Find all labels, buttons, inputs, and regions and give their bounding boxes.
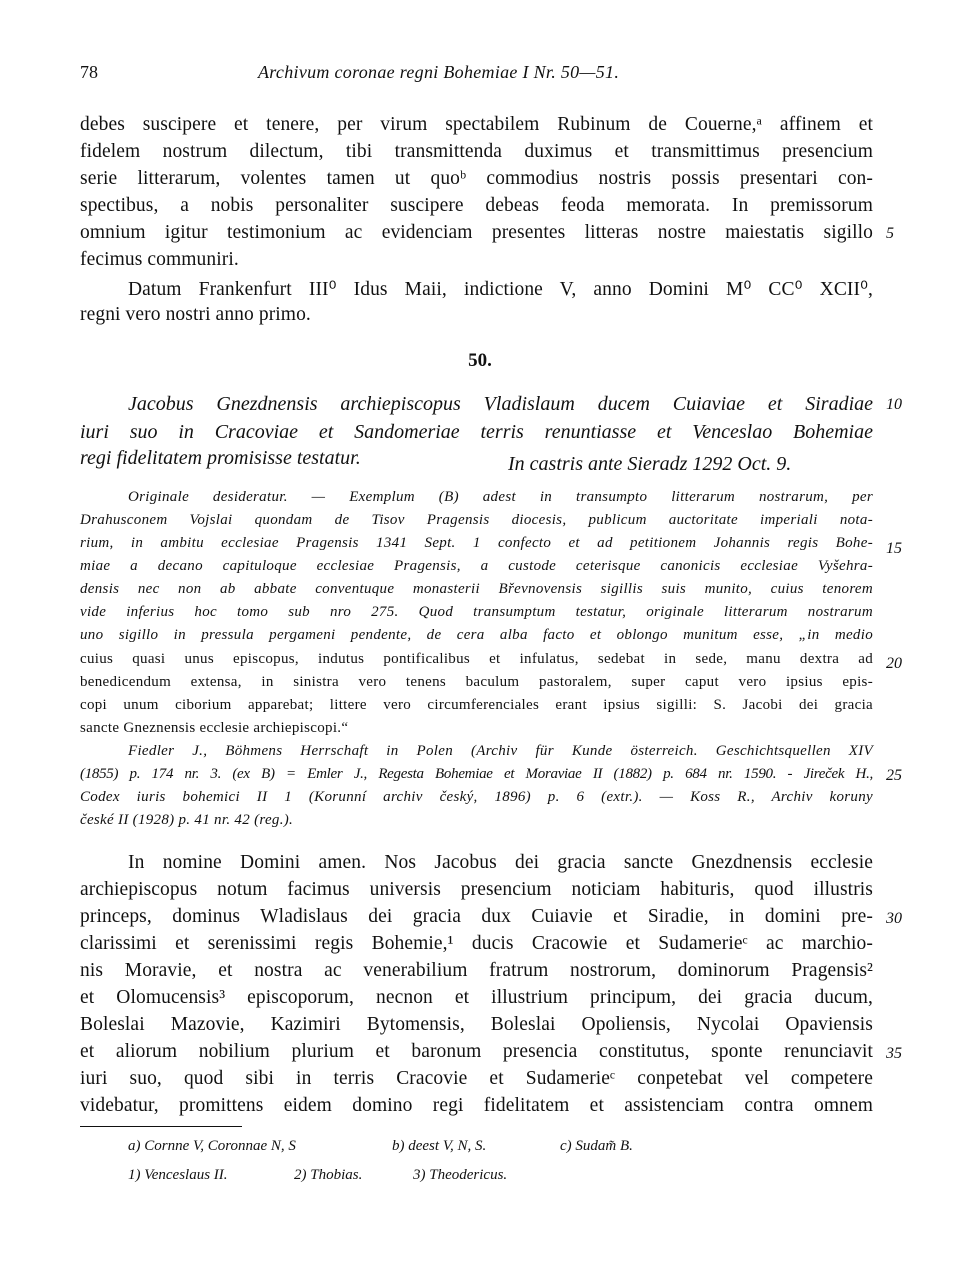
regest-line: regi fidelitatem promisisse testatur. bbox=[80, 447, 361, 469]
note-line: miae a decano capituloque ecclesiae Pragensis, a custode ceterisque canonicis ecclesiae Vyšehra- bbox=[80, 558, 873, 574]
text-line: videbatur, promittens eidem domino regi fidelitatem et assistenciam contra omnem bbox=[80, 1095, 873, 1116]
footnote-b: b) deest V, N, S. bbox=[392, 1138, 487, 1154]
text-line: Boleslai Mazovie, Kazimiri Bytomensis, Boleslai Opoliensis, Nycolai Opaviensis bbox=[80, 1014, 873, 1035]
bibliography-line: české II (1928) p. 41 nr. 42 (reg.). bbox=[80, 812, 294, 828]
text-line: nis Moravie, et nostra ac venerabilium fratrum nostrorum, dominorum Pragensis² bbox=[80, 960, 873, 981]
margin-line-number: 10 bbox=[886, 396, 902, 413]
text-line: princeps, dominus Wladislaus dei gracia dux Cuiavie et Siradie, in domini pre- bbox=[80, 906, 873, 927]
bibliography-line: Codex iuris bohemici II 1 (Korunní archiv český, 1896) p. 6 (extr.). — Koss R., Archiv koruny bbox=[80, 789, 873, 805]
margin-line-number: 35 bbox=[886, 1045, 902, 1062]
note-line: Drahusconem Vojslai quondam de Tisov Pragensis diocesis, publicum auctoritate imperiali nota- bbox=[80, 512, 873, 528]
regest-line: iuri suo in Cracoviae et Sandomeriae terris renuntiasse et Venceslao Bohemiae bbox=[80, 421, 873, 443]
note-line: sancte Gneznensis ecclesie archiepiscopi.“ bbox=[80, 720, 349, 736]
text-line: et aliorum nobilium plurium et baronum presencia constitutus, sponte renunciavit bbox=[80, 1041, 873, 1062]
text-line: In nomine Domini amen. Nos Jacobus dei gracia sancte Gnezdnensis ecclesie bbox=[128, 852, 873, 873]
text-line: et Olomucensis³ episcoporum, necnon et illustrium principum, dei gracia ducum, bbox=[80, 987, 873, 1008]
regest-date: In castris ante Sieradz 1292 Oct. 9. bbox=[508, 453, 792, 475]
page-number: 78 bbox=[80, 62, 98, 82]
footnote-c: c) Sudam̃ B. bbox=[560, 1138, 633, 1154]
footnote-a: a) Cornne V, Coronnae N, S bbox=[128, 1138, 296, 1154]
footnote-1: 1) Venceslaus II. bbox=[128, 1167, 228, 1183]
intro-line: serie litterarum, volentes tamen ut quoᵇ commodius nostris possis presentari con- bbox=[80, 168, 873, 189]
margin-line-number: 25 bbox=[886, 767, 902, 784]
footnote-3: 3) Theodericus. bbox=[413, 1167, 508, 1183]
margin-line-number: 30 bbox=[886, 910, 902, 927]
document-number: 50. bbox=[468, 350, 492, 371]
note-line: copi unum ciborium apparebat; littere vero circumferenciales erant ipsius sigilli: S. Jacobi dei gracia bbox=[80, 697, 873, 713]
datum-line: regni vero nostri anno primo. bbox=[80, 304, 311, 325]
intro-line: omnium igitur testimonium ac evidenciam presentes litteras nostre maiestatis sigillo bbox=[80, 222, 873, 243]
text-line: archiepiscopus notum facimus universis presencium noticiam habituris, quod illustris bbox=[80, 879, 873, 900]
note-line: rium, in ambitu ecclesiae Pragensis 1341 Sept. 1 confecto et ad petitionem Johannis regis Bohe- bbox=[80, 535, 873, 551]
margin-line-number: 5 bbox=[886, 225, 894, 242]
text-line: iuri suo, quod sibi in terris Cracovie et Sudamerieᶜ conpetebat vel competere bbox=[80, 1068, 873, 1089]
note-line: densis nec non ab abbate conventuque monasterii Břevnovensis sigillis suis munito, cuius tenorem bbox=[80, 581, 873, 597]
note-line: Originale desideratur. — Exemplum (B) adest in transumpto litterarum nostrarum, per bbox=[128, 489, 873, 505]
text-line: clarissimi et serenissimi regis Bohemie,¹ ducis Cracowie et Sudamerieᶜ ac marchio- bbox=[80, 933, 873, 954]
regest-line: Jacobus Gnezdnensis archiepiscopus Vladislaum ducem Cuiaviae et Siradiae bbox=[128, 393, 873, 415]
bibliography-line: (1855) p. 174 nr. 3. (ex B) = Emler J., Regesta Bohemiae et Moraviae II (1882) p. 684 nr. 1590. - Jireček H., bbox=[80, 766, 873, 782]
running-title: Archivum coronae regni Bohemiae I Nr. 50—51. bbox=[258, 62, 620, 82]
datum-line: Datum Frankenfurt III⁰ Idus Maii, indictione V, anno Domini M⁰ CC⁰ XCII⁰, bbox=[128, 279, 873, 300]
footnote-divider bbox=[80, 1126, 242, 1127]
margin-line-number: 20 bbox=[886, 655, 902, 672]
footnote-2: 2) Thobias. bbox=[294, 1167, 363, 1183]
bibliography-line: Fiedler J., Böhmens Herrschaft in Polen (Archiv für Kunde österreich. Geschichtsquellen XIV bbox=[128, 743, 873, 759]
note-line: uno sigillo in pressula pergameni pendente, de cera alba facto et oblongo munitum esse, „in medio bbox=[80, 627, 873, 643]
intro-line: spectibus, a nobis personaliter suscipere debeas feoda memorata. In premissorum bbox=[80, 195, 873, 216]
note-line: benedicendum extensa, in sinistra vero tenens baculum pastoralem, super caput vero ipsius epis- bbox=[80, 674, 873, 690]
intro-line: fecimus communiri. bbox=[80, 249, 239, 270]
note-line: vide inferius hoc tomo sub nro 275. Quod transumptum testatur, originale litterarum nostrarum bbox=[80, 604, 873, 620]
intro-line: debes suscipere et tenere, per virum spectabilem Rubinum de Couerne,ᵃ affinem et bbox=[80, 114, 873, 135]
note-line: cuius quasi unus episcopus, indutus pontificalibus et infulatus, sedebat in sede, manu dextra ad bbox=[80, 651, 873, 667]
intro-line: fidelem nostrum dilectum, tibi transmittenda duximus et transmittimus presencium bbox=[80, 141, 873, 162]
margin-line-number: 15 bbox=[886, 540, 902, 557]
